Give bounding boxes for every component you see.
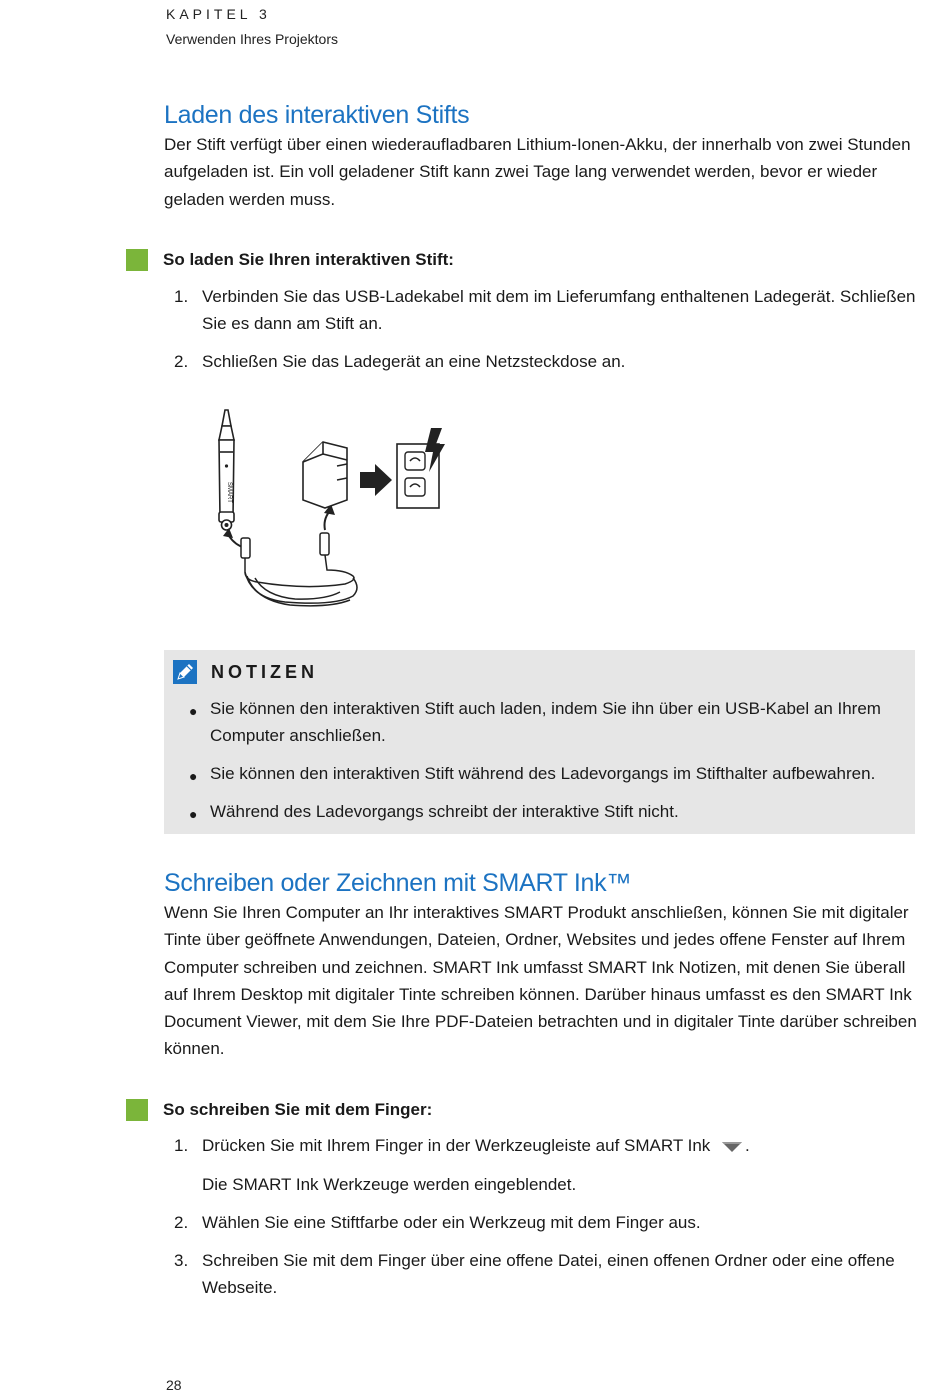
section-intro-smart-ink: Wenn Sie Ihren Computer an Ihr interaktives SMART Produkt anschließen, können Sie mit digitaler Tinte über geöffnete Anwendungen, Dateien, Ordner, Websites und jedes offene Fenster auf Ihrem Computer schreiben und zeichnen. SMART Ink umfasst SMART Ink Notizen, mit denen Sie überall auf Ihrem Desktop mit digitaler Tinte schreiben können. Darüber hinaus umfasst es den SMART Ink Document Viewer, mit dem Sie Ihre PDF-Dateien betrachten und in digitaler Tinte darüber schreiben können.	[164, 903, 917, 1059]
charger-icon	[303, 442, 347, 508]
section-title-smart-ink: Schreiben oder Zeichnen mit SMART Ink™	[164, 869, 632, 897]
step-text: Schließen Sie das Ladegerät an eine Netzsteckdose an.	[202, 352, 626, 371]
step-number: 1.	[174, 287, 189, 306]
page-number: 28	[166, 1377, 182, 1393]
chapter-subtitle: Verwenden Ihres Projektors	[166, 31, 338, 47]
step-number: 2.	[174, 1213, 189, 1232]
step-result: Die SMART Ink Werkzeuge werden eingeblendet.	[202, 1175, 577, 1194]
charging-illustration	[195, 400, 455, 615]
procedure-marker	[126, 249, 148, 271]
step-text	[202, 1132, 922, 1159]
chapter-label: KAPITEL 3	[166, 6, 271, 22]
step-number: 3.	[174, 1251, 189, 1270]
note-item: Während des Ladevorgangs schreibt der interaktive Stift nicht.	[210, 802, 679, 821]
bullet-icon: ●	[189, 768, 198, 784]
pen-icon	[219, 410, 234, 530]
section-intro-charging: Der Stift verfügt über einen wiederaufladbaren Lithium-Ionen-Akku, der innerhalb von zwei Stunden aufgeladen ist. Ein voll geladener Stift kann zwei Tage lang verwendet werden, bevor er wieder geladen werden muss.	[164, 135, 911, 209]
notes-title: NOTIZEN	[211, 662, 318, 682]
notes-pencil-icon	[173, 660, 197, 684]
step-text: Wählen Sie eine Stiftfarbe oder ein Werkzeug mit dem Finger aus.	[202, 1213, 701, 1232]
step-text: Verbinden Sie das USB-Ladekabel mit dem im Lieferumfang enthaltenen Ladegerät. Schließen Sie es dann am Stift an.	[202, 287, 916, 334]
usb-cable-icon	[241, 533, 357, 606]
smart-ink-dropdown-icon	[719, 1140, 745, 1154]
step-number: 2.	[174, 352, 189, 371]
procedure-title-finger: So schreiben Sie mit dem Finger:	[163, 1100, 433, 1119]
arrow-to-charger-icon	[325, 512, 330, 530]
section-title-charging: Laden des interaktiven Stifts	[164, 101, 470, 129]
step-text: Schreiben Sie mit dem Finger über eine offene Datei, einen offenen Ordner oder eine offene Webseite.	[202, 1251, 895, 1298]
svg-text:SMART: SMART	[226, 482, 232, 503]
bullet-icon: ●	[189, 703, 198, 719]
note-item: Sie können den interaktiven Stift auch laden, indem Sie ihn über ein USB-Kabel an Ihrem Computer anschließen.	[210, 699, 881, 746]
bullet-icon: ●	[189, 806, 198, 822]
arrow-right-icon	[360, 464, 392, 496]
procedure-title-charging: So laden Sie Ihren interaktiven Stift:	[163, 250, 454, 269]
step-number: 1.	[174, 1136, 189, 1155]
procedure-marker	[126, 1099, 148, 1121]
step-text-suffix: .	[745, 1136, 750, 1155]
step-text-main: Drücken Sie mit Ihrem Finger in der Werkzeugleiste auf SMART Ink	[202, 1136, 711, 1155]
note-item: Sie können den interaktiven Stift während des Ladevorgangs im Stifthalter aufbewahren.	[210, 764, 876, 783]
